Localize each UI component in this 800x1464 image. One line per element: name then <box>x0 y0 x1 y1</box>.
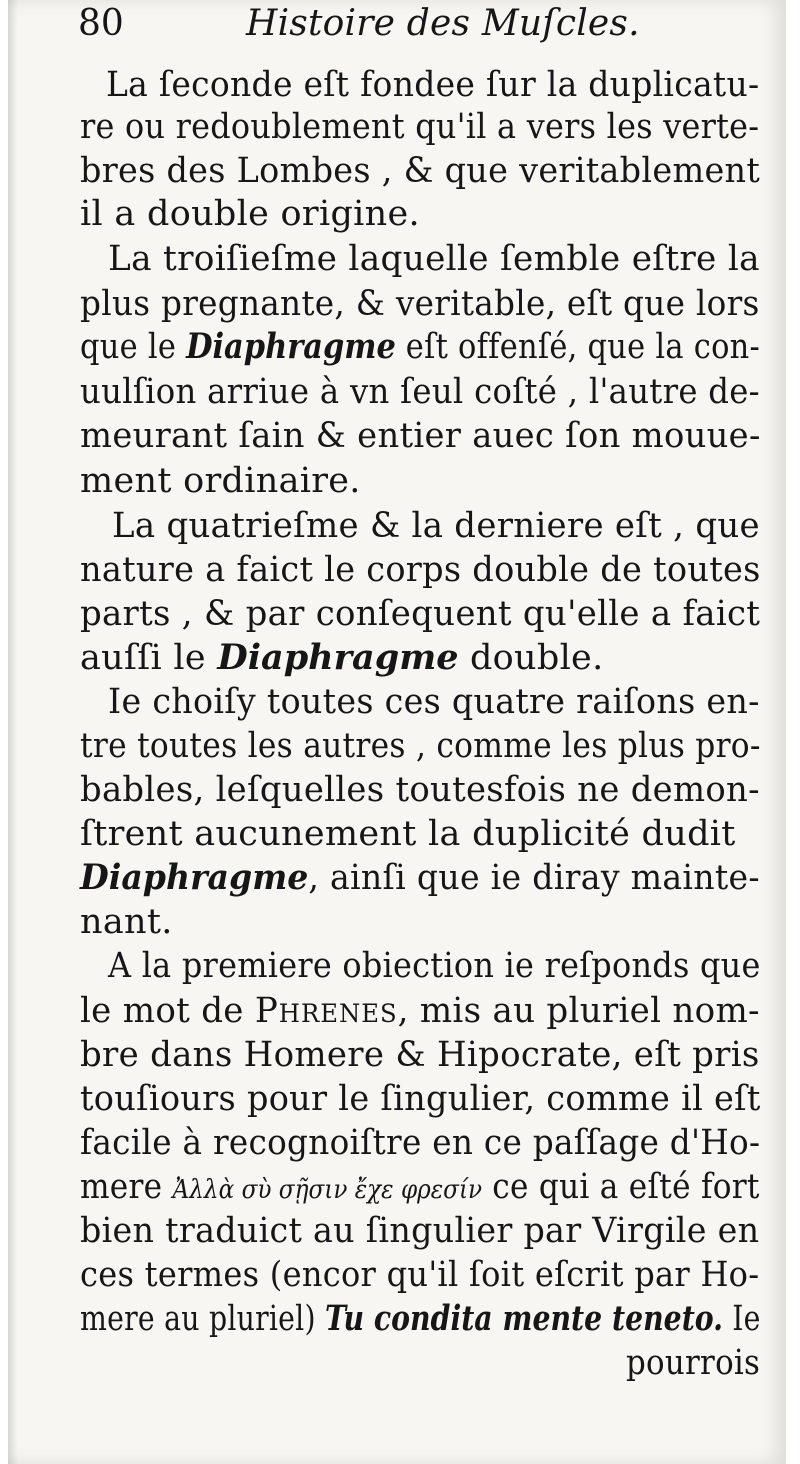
italic-quotation: Tu condita mente teneto. <box>325 1298 724 1339</box>
text-line: re ou redoublement qu'il a vers les verte- <box>80 107 760 147</box>
text-line: ces termes (encor qu'il ſoit eſcrit par Ho- <box>80 1255 760 1295</box>
text-line: La troiſieſme laquelle ſemble eſtre la <box>108 239 760 279</box>
text-line: plus pregnante, & veritable, eſt que lors <box>80 284 760 324</box>
greek-quotation: Ἀλλὰ σὺ σῇσιν ἔχε φρεσίν <box>172 1175 483 1205</box>
text-line: ment ordinaire. <box>80 461 361 501</box>
italic-term: Diaphragme <box>186 326 396 367</box>
running-header <box>78 2 758 46</box>
italic-term: Diaphragme <box>80 857 309 898</box>
text-line: que le Diaphragme eſt offenſé, que la con- <box>80 326 761 367</box>
text-line: Diaphragme, ainſi que ie diray mainte- <box>80 857 760 898</box>
text-line: uulſion arriue à vn ſeul coſté , l'autre de- <box>80 372 760 412</box>
text-line: facile à recognoiſtre en ce paſſage d'Ho- <box>80 1123 761 1163</box>
text-line: nant. <box>80 902 173 942</box>
page-number: 80 <box>78 3 124 44</box>
text-line: nature a faict le corps double de toutes <box>80 550 761 590</box>
catchword: pourrois <box>626 1343 761 1383</box>
text-line: parts , & par conſequent qu'elle a faict <box>80 594 761 634</box>
text-line: A la premiere obiection ie reſponds que <box>108 946 761 986</box>
text-line: bien traduict au ſingulier par Virgile en <box>80 1211 760 1251</box>
text-line: La ſeconde eſt fondee ſur la duplicatu- <box>106 65 760 105</box>
text-line: le mot de Phrenes, mis au pluriel nom- <box>80 991 760 1031</box>
page-text <box>8 0 786 1464</box>
text-line: tre toutes les autres , comme les plus pro- <box>80 726 761 766</box>
text-line: bables, leſquelles toutesfois ne demon- <box>80 770 760 810</box>
running-title: Histoire des Muſcles. <box>246 3 640 44</box>
text-line: il a double origine. <box>80 194 420 234</box>
text-line: La quatrieſme & la derniere eſt , que <box>112 506 760 546</box>
text-line: mere Ἀλλὰ σὺ σῇσιν ἔχε φρεσίν ce qui a eſté fort <box>80 1167 760 1207</box>
text-line: meurant ſain & entier auec ſon mouue- <box>80 416 761 456</box>
text-line: auſſi le Diaphragme double. <box>80 637 604 678</box>
text-line: bre dans Homere & Hipocrate, eſt pris <box>80 1035 760 1075</box>
italic-term: Diaphragme <box>217 637 459 678</box>
text-line: mere au pluriel) Tu condita mente teneto. Ie <box>80 1298 761 1339</box>
text-line: Ie choiſy toutes ces quatre raiſons en- <box>108 682 760 722</box>
text-line: bres des Lombes , & que veritablement <box>80 151 761 191</box>
text-line: touſiours pour le ſingulier, comme il eſt <box>80 1079 761 1119</box>
book-page <box>8 0 786 1464</box>
small-caps-term: Phrenes <box>254 991 398 1031</box>
text-line: ſtrent aucunement la duplicité dudit <box>80 814 736 854</box>
